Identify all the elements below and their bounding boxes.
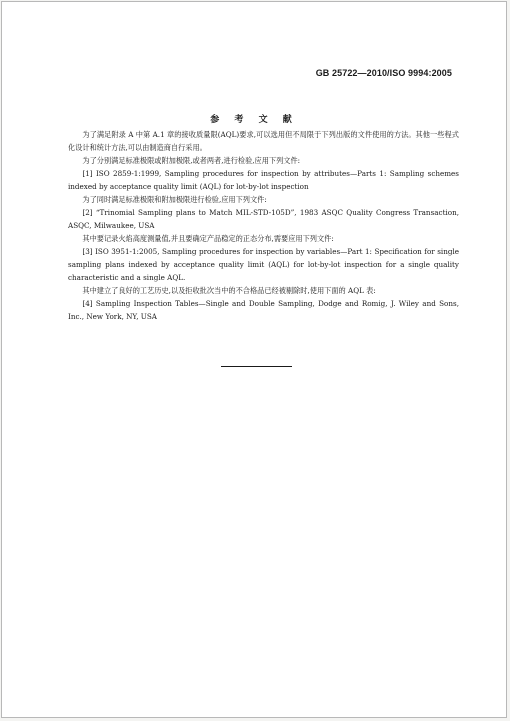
standard-number-header: GB 25722—2010/ISO 9994:2005	[315, 68, 452, 78]
bibliography-body	[68, 128, 459, 323]
instruction-paragraph: 为了分别满足标准极限或附加极限,或者两者,进行检验,应用下列文件:	[82, 156, 301, 165]
instruction-paragraph: 为了同时满足标准极限和附加极限进行检验,应用下列文件:	[82, 195, 267, 204]
reference-4: [4] Sampling Inspection Tables—Single and Double Sampling, Dodge and Romig, J. Wiley and Sons, Inc., New York, NY, USA	[68, 299, 459, 321]
instruction-paragraph: 其中要记录火焰高度测量值,并且要确定产品稳定的正态分布,需要应用下列文件:	[82, 234, 334, 243]
reference-2: [2] “Trinomial Sampling plans to Match MIL-STD-105D”, 1983 ASQC Quality Congress Transaction, ASQC, Milwaukee, USA	[68, 208, 459, 230]
reference-1: [1] ISO 2859-1:1999, Sampling procedures for inspection by attributes—Parts 1: Sampling schemes indexed by acceptance quality limit (AQL) for lot-by-lot inspection	[68, 169, 459, 191]
end-rule-divider	[221, 366, 292, 367]
document-page	[1, 1, 507, 718]
intro-paragraph: 为了满足附录 A 中第 A.1 章的接收质量限(AQL)要求,可以选用但不局限于下列出版的文件使用的方法。其他一些程式化设计和统计方法,可以由制造商自行采用。	[68, 130, 459, 152]
bibliography-title: 参 考 文 献	[210, 115, 298, 125]
instruction-paragraph: 其中建立了良好的工艺历史,以及拒收批次当中的不合格品已经被剔除时,使用下面的 AQL 表:	[82, 286, 376, 295]
reference-3: [3] ISO 3951-1:2005, Sampling procedures for inspection by variables—Part 1: Specification for single sampling plans indexed by acceptance quality limit (AQL) for lot-by-lot inspection for a single quality characteristic and a single AQL.	[68, 247, 459, 282]
